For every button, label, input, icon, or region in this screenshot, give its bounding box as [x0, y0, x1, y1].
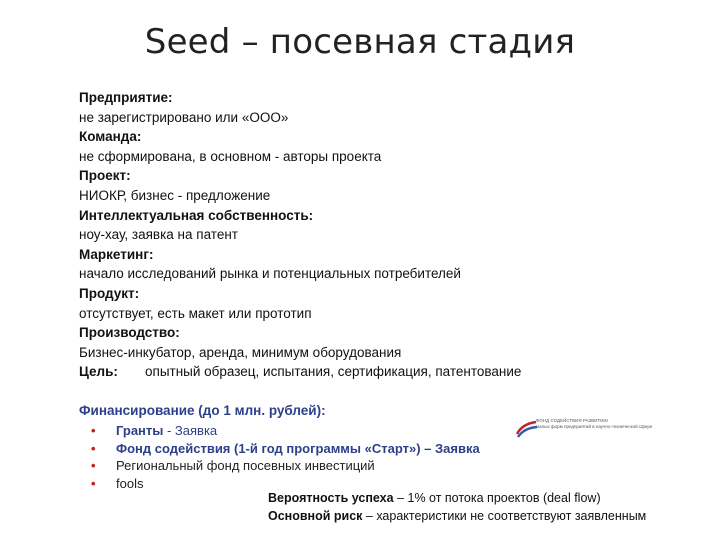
goal-value: опытный образец, испытания, сертификация, патентование: [145, 364, 522, 380]
fund-logo-swoosh-icon: [516, 416, 538, 442]
fund-logo-line2: малых форм предприятий в научно-технической сфере: [536, 424, 653, 429]
section-label-marketing: Маркетинг:: [79, 246, 154, 262]
funding-list: [79, 422, 499, 492]
funding-item-strong: Гранты: [116, 423, 164, 438]
risk-line: [268, 507, 713, 525]
bullet-icon: •: [91, 458, 96, 473]
section-value-ip: ноу-хау, заявка на патент: [79, 227, 238, 243]
funding-item: [79, 457, 499, 475]
success-probability: [268, 489, 713, 525]
funding-item-strong: Фонд содействия (1-й год программы «Старт») – Заявка: [116, 440, 480, 456]
fund-logo: [516, 416, 686, 446]
section-value-product: отсутствует, есть макет или прототип: [79, 305, 312, 321]
funding-title: Финансирование (до 1 млн. рублей):: [79, 403, 326, 418]
probability-value: – 1% от потока проектов (deal flow): [393, 491, 601, 505]
probability-line: [268, 489, 713, 507]
section-label-ip: Интеллектуальная собственность:: [79, 207, 314, 223]
fund-logo-line1: ФОНД СОДЕЙСТВИЯ РАЗВИТИЮ: [536, 418, 609, 423]
funding-block: [79, 403, 499, 492]
section-value-enterprise: не зарегистрировано или «ООО»: [79, 109, 289, 125]
section-value-team: не сформирована, в основном - авторы проекта: [79, 148, 382, 164]
section-label-production: Производство:: [79, 325, 180, 341]
bullet-icon: •: [91, 440, 96, 456]
probability-label: Вероятность успеха: [268, 491, 394, 505]
funding-item: [79, 440, 499, 458]
section-label-project: Проект:: [79, 168, 131, 184]
section-value-marketing: начало исследований рынка и потенциальных потребителей: [79, 266, 461, 282]
slide-title: Seed – посевная стадия: [144, 22, 576, 62]
goal-label: Цель:: [79, 364, 118, 380]
fund-logo-text: [536, 418, 652, 430]
section-value-production: Бизнес-инкубатор, аренда, минимум оборудования: [79, 344, 402, 360]
funding-item-rest: - Заявка: [163, 423, 218, 438]
bullet-icon: •: [91, 423, 96, 438]
funding-item: [79, 422, 499, 440]
section-value-project: НИОКР, бизнес - предложение: [79, 187, 271, 203]
section-label-product: Продукт:: [79, 285, 140, 301]
funding-item-text: fools: [116, 475, 144, 491]
stage-characteristics: [79, 88, 709, 382]
goal-row: [79, 362, 709, 382]
section-label-team: Команда:: [79, 129, 142, 145]
section-label-enterprise: Предприятие:: [79, 90, 173, 105]
risk-value: – характеристики не соответствуют заявленным: [362, 509, 647, 523]
bullet-icon: •: [91, 475, 96, 491]
funding-item-text: Региональный фонд посевных инвестиций: [116, 458, 375, 473]
risk-label: Основной риск: [268, 509, 363, 523]
